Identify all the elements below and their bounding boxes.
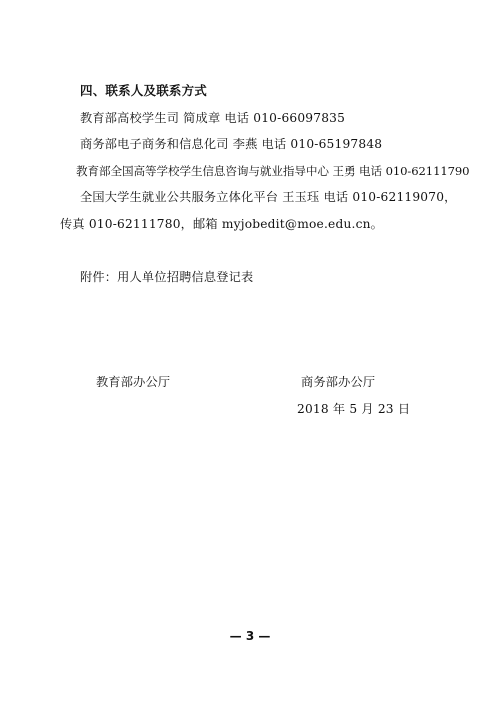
contact-line-fax-email: 传真 010-62111780，邮箱 myjobedit@moe.edu.cn。 (60, 217, 384, 231)
issuer-mofcom-office: 商务部办公厅 (301, 375, 376, 389)
contact-line-commerce-ecommerce-dept: 商务部电子商务和信息化司 李燕 电话 010-65197848 (80, 137, 383, 151)
section-heading: 四、联系人及联系方式 (80, 83, 208, 98)
document-date: 2018 年 5 月 23 日 (297, 402, 411, 416)
issuer-moe-office: 教育部办公厅 (96, 375, 171, 389)
contact-line-employment-platform: 全国大学生就业公共服务立体化平台 王玉珏 电话 010-62119070， (80, 190, 457, 204)
contact-line-career-guidance-center: 教育部全国高等学校学生信息咨询与就业指导中心 王勇 电话 010-62111790 (76, 164, 470, 178)
attachment-line: 附件：用人单位招聘信息登记表 (80, 270, 254, 284)
page-number: — 3 — (229, 629, 271, 643)
contact-line-higher-education-dept: 教育部高校学生司 简成章 电话 010-66097835 (80, 111, 346, 125)
